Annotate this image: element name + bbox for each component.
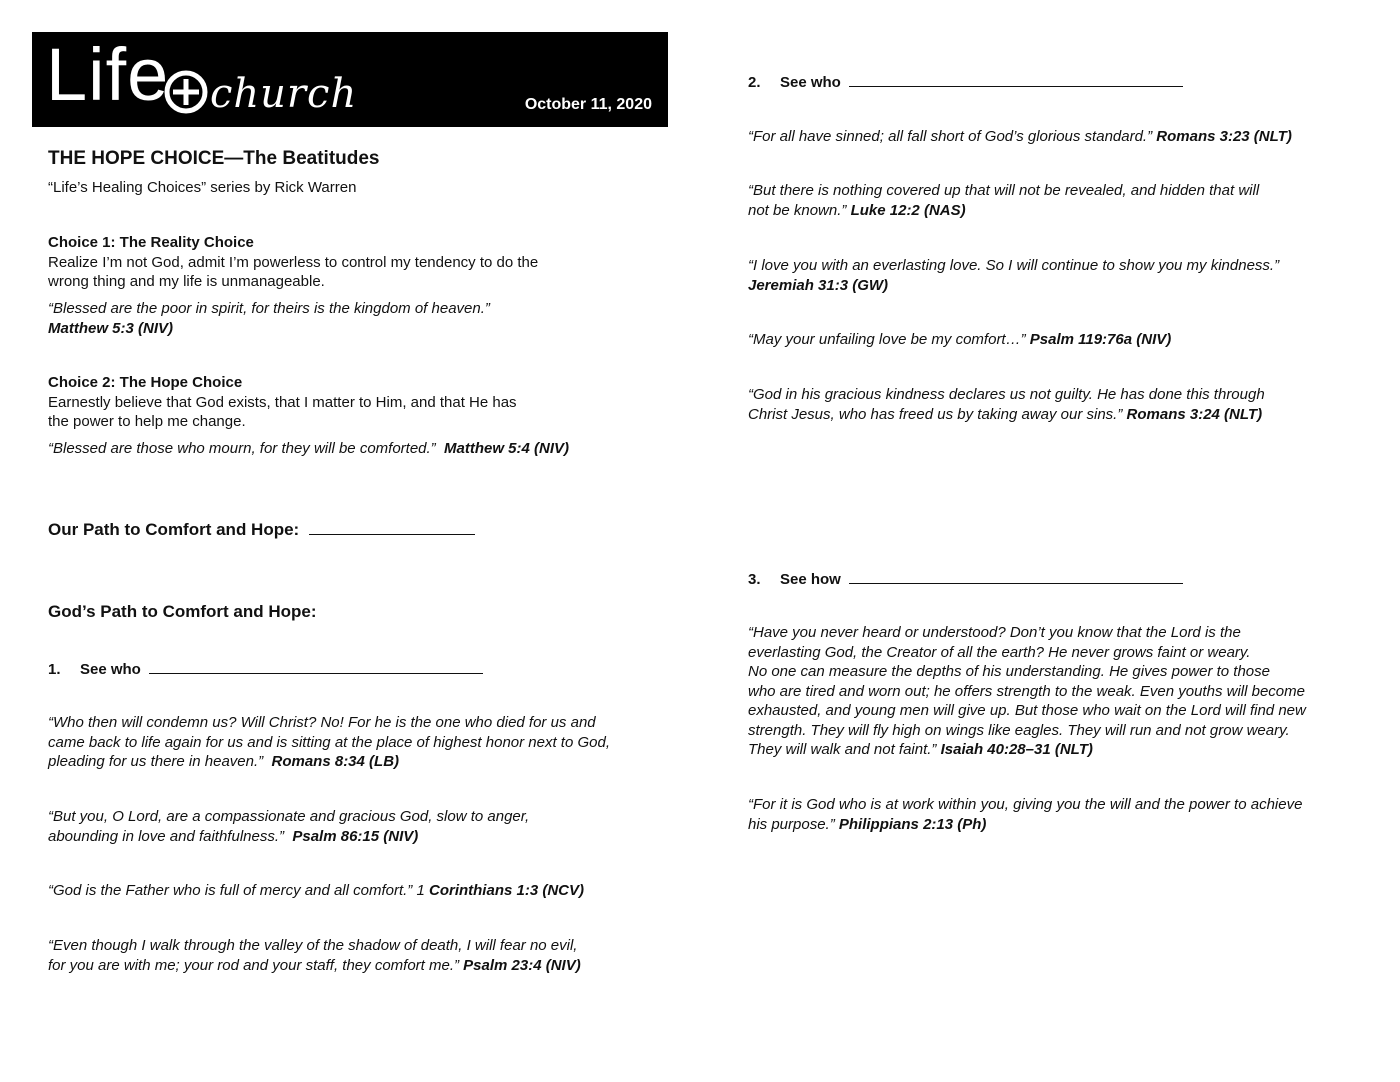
- our-path-label: Our Path to Comfort and Hope:: [48, 520, 300, 539]
- bulletin-date: October 11, 2020: [524, 96, 652, 113]
- verse-line: “God in his gracious kindness declares us not guilty. He has done this through: [748, 386, 1265, 403]
- point1-blank[interactable]: [149, 659, 483, 674]
- verse-psalm-23-4: [48, 936, 581, 975]
- verse-text: not be known.”: [748, 201, 847, 219]
- verse-line: [748, 740, 1306, 760]
- choice1-line1: Realize I’m not God, admit I’m powerless to control my tendency to do the: [48, 254, 539, 271]
- choice2-quote: “Blessed are those who mourn, for they will be comforted.”: [48, 440, 436, 457]
- verse-line: [748, 201, 1259, 221]
- series-subtitle: “Life’s Healing Choices” series by Rick Warren: [48, 179, 357, 196]
- verse-line: “Even though I walk through the valley of the shadow of death, I will fear no evil,: [48, 937, 578, 954]
- choice2-heading: Choice 2: The Hope Choice: [48, 374, 243, 391]
- point1-line: [48, 659, 483, 680]
- verse-ref: Jeremiah 31:3 (GW): [748, 276, 889, 294]
- gods-path-heading: God’s Path to Comfort and Hope:: [48, 602, 317, 621]
- point3-line: [748, 569, 1183, 590]
- verse-line: “But there is nothing covered up that will not be revealed, and hidden that will: [748, 182, 1260, 199]
- verse-ref: Psalm 23:4 (NIV): [463, 956, 581, 974]
- verse-text: for you are with me; your rod and your staff, they comfort me.”: [48, 956, 459, 974]
- verse-line: everlasting God, the Creator of all the earth? He never grows faint or weary.: [748, 643, 1251, 661]
- verse-jeremiah-31-3: [748, 256, 1279, 295]
- point1-number: 1.: [48, 661, 61, 678]
- verse-line: [748, 405, 1265, 425]
- point3-number: 3.: [748, 571, 761, 588]
- verse-ref: Psalm 119:76a (NIV): [1029, 331, 1172, 348]
- verse-ref: Philippians 2:13 (Ph): [838, 815, 987, 833]
- verse-text: “For all have sinned; all fall short of God’s glorious standard.”: [748, 128, 1153, 145]
- verse-text: “God is the Father who is full of mercy and all comfort.” 1: [48, 882, 425, 899]
- verse-line: “For it is God who is at work within you, giving you the will and the power to achieve: [748, 796, 1303, 813]
- verse-romans-3-23: [748, 127, 1292, 147]
- verse-ref: Romans 8:34 (LB): [271, 753, 400, 770]
- verse-ref: Psalm 86:15 (NIV): [292, 827, 419, 845]
- verse-line: exhausted, and young men will give up. But those who wait on the Lord will find new: [748, 702, 1306, 719]
- point2-label: See who: [780, 74, 841, 91]
- verse-line: came back to life again for us and is sitting at the place of highest honor next to God,: [48, 733, 611, 751]
- choice1-quote: “Blessed are the poor in spirit, for theirs is the kingdom of heaven.”: [48, 300, 490, 317]
- verse-text: Christ Jesus, who has freed us by taking away our sins.”: [748, 405, 1123, 423]
- verse-luke-12-2: [748, 181, 1259, 220]
- verse-line: [48, 827, 529, 847]
- choice2-ref: Matthew 5:4 (NIV): [444, 440, 570, 457]
- verse-line: No one can measure the depths of his understanding. He gives power to those: [748, 663, 1270, 680]
- verse-text: his purpose.”: [748, 815, 835, 833]
- verse-ref: Romans 3:23 (NLT): [1156, 128, 1292, 145]
- verse-ref: Romans 3:24 (NLT): [1126, 405, 1263, 423]
- choice1-heading: Choice 1: The Reality Choice: [48, 234, 254, 251]
- verse-romans-8-34: [48, 713, 610, 772]
- point1-label: See who: [80, 661, 141, 678]
- verse-line: strength. They will fly high on wings like eagles. They will run and not grow weary.: [748, 721, 1290, 739]
- choice2-line1: Earnestly believe that God exists, that I matter to Him, and that He has: [48, 394, 517, 411]
- verse-1-corinthians-1-3: [48, 881, 584, 901]
- choice1-ref: Matthew 5:3 (NIV): [48, 320, 174, 337]
- verse-romans-3-24: [748, 385, 1265, 424]
- our-path-blank[interactable]: [309, 520, 475, 535]
- verse-line: “I love you with an everlasting love. So I will continue to show you my kindness.”: [748, 257, 1280, 274]
- verse-line: “But you, O Lord, are a compassionate and gracious God, slow to anger,: [48, 808, 530, 825]
- choice1-line2: wrong thing and my life is unmanageable.: [48, 273, 325, 290]
- verse-ref: Luke 12:2 (NAS): [850, 201, 966, 219]
- page-title: THE HOPE CHOICE—The Beatitudes: [48, 148, 380, 169]
- verse-psalm-119-76a: [748, 330, 1171, 350]
- verse-line: [48, 956, 581, 976]
- point2-number: 2.: [748, 74, 761, 91]
- verse-isaiah-40-28-31: [748, 623, 1306, 760]
- verse-psalm-86-15: [48, 807, 529, 846]
- logo-church-text: church: [210, 71, 358, 117]
- logo-plus-icon: [164, 70, 208, 114]
- verse-text: They will walk and not faint.”: [748, 741, 937, 758]
- verse-line: “Who then will condemn us? Will Christ? No! For he is the one who died for us and: [48, 714, 596, 731]
- verse-line: who are tired and worn out; he offers strength to the weak. Even youths will become: [748, 682, 1305, 700]
- point3-label: See how: [780, 571, 841, 588]
- choice2-line2: the power to help me change.: [48, 413, 246, 430]
- header-banner: [32, 32, 668, 127]
- verse-text: abounding in love and faithfulness.”: [48, 827, 285, 845]
- verse-text: pleading for us there in heaven.”: [48, 753, 264, 770]
- point2-blank[interactable]: [849, 72, 1183, 87]
- verse-text: “May your unfailing love be my comfort…”: [748, 331, 1026, 348]
- choice2-quote-line: [48, 439, 569, 459]
- point2-line: [748, 72, 1183, 93]
- verse-philippians-2-13: [748, 795, 1302, 834]
- verse-line: [48, 752, 610, 772]
- verse-line: [748, 815, 1302, 835]
- logo-life-text: Life: [46, 33, 170, 116]
- verse-line: “Have you never heard or understood? Don’t you know that the Lord is the: [748, 624, 1241, 641]
- point3-blank[interactable]: [849, 569, 1183, 584]
- verse-ref: Corinthians 1:3 (NCV): [428, 882, 584, 899]
- our-path-heading: [48, 520, 475, 540]
- verse-ref: Isaiah 40:28–31 (NLT): [940, 741, 1093, 758]
